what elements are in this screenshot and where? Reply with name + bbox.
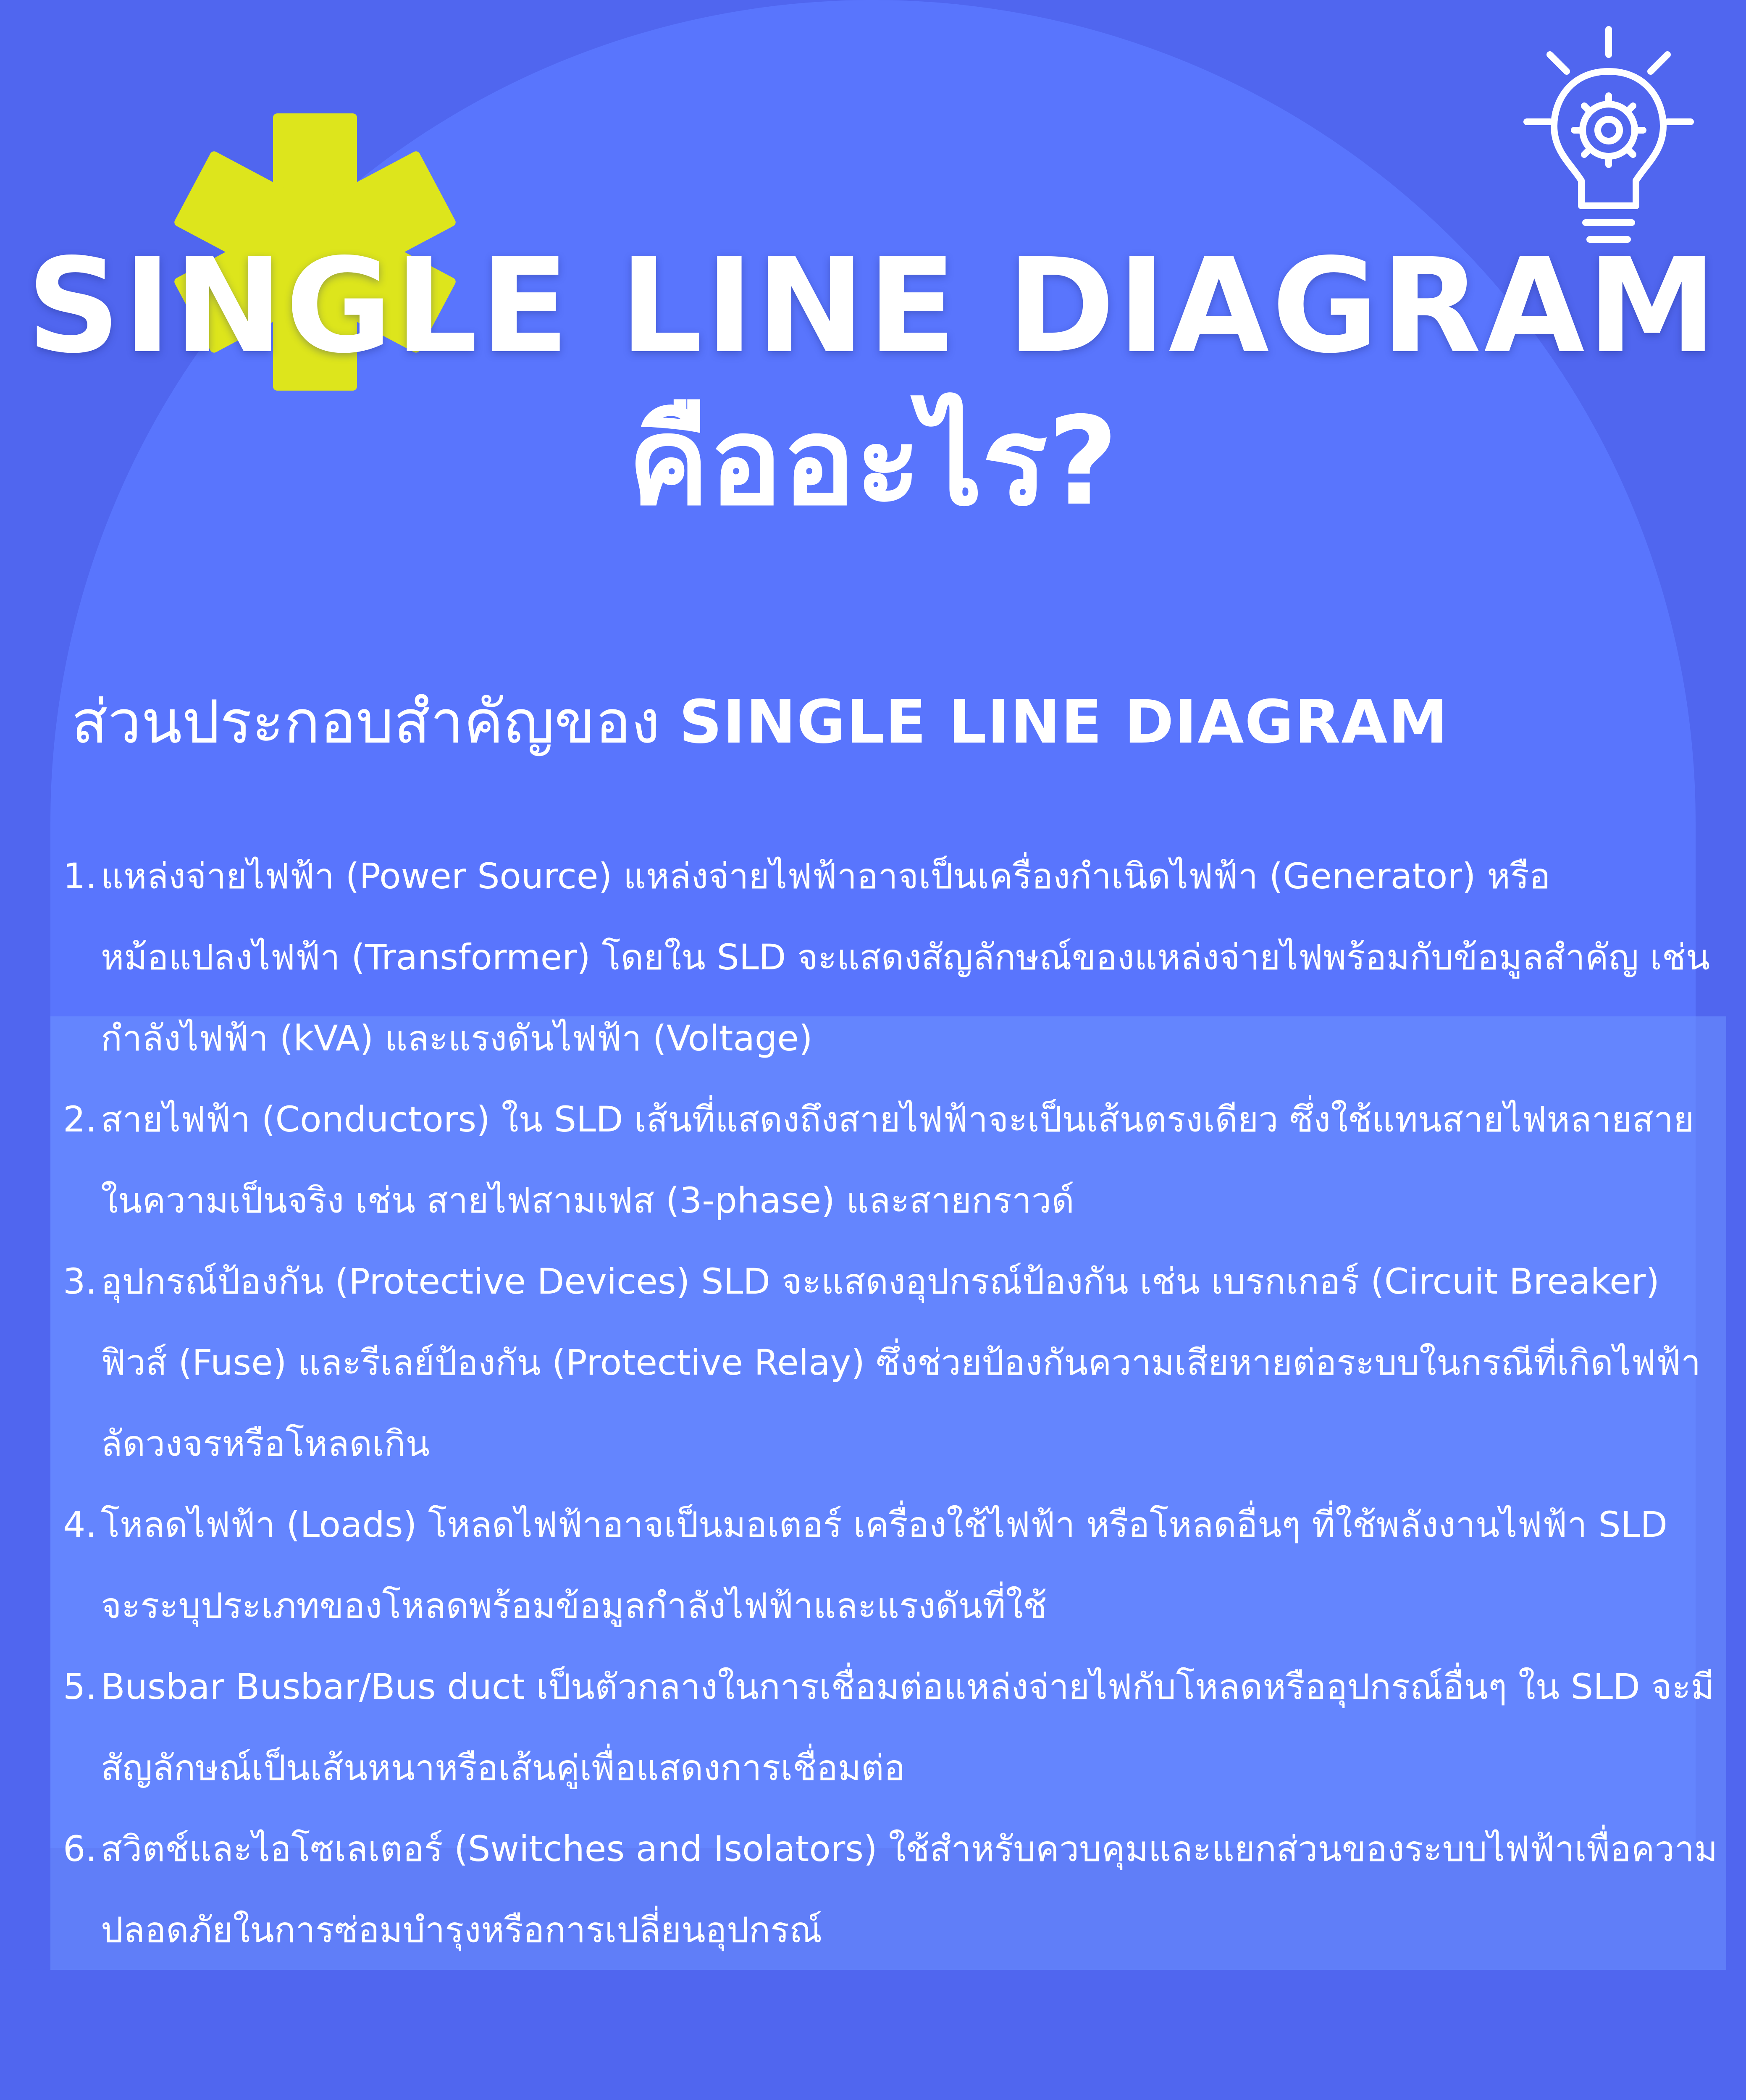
item-number: 3.	[63, 1261, 97, 1302]
item-text: Busbar Busbar/Bus duct เป็นตัวกลางในการเชื่อมต่อแหล่งจ่ายไฟกับโหลดหรืออุปกรณ์อื่นๆ ใน SLD จะมีสัญลักษณ์เป็นเส้นหนาหรือเส้นคู่เพื่อแสดงการเชื่อมต่อ	[101, 1666, 1714, 1788]
section-heading	[71, 682, 1667, 762]
page-title: SINGLE LINE DIAGRAM	[26, 231, 1720, 382]
item-number: 4.	[63, 1504, 97, 1545]
list-item	[63, 1484, 1718, 1646]
list-item	[63, 1079, 1718, 1241]
item-number: 6.	[63, 1828, 97, 1869]
item-number: 2.	[63, 1099, 97, 1140]
components-list	[63, 836, 1718, 1971]
item-text: อุปกรณ์ป้องกัน (Protective Devices) SLD จะแสดงอุปกรณ์ป้องกัน เช่น เบรกเกอร์ (Circuit Breaker) ฟิวส์ (Fuse) และรีเลย์ป้องกัน (Protective Relay) ซึ่งช่วยป้องกันความเสียหายต่อระบบในกรณีที่เกิดไฟฟ้าลัดวงจรหรือโหลดเกิน	[101, 1261, 1701, 1464]
item-text: โหลดไฟฟ้า (Loads) โหลดไฟฟ้าอาจเป็นมอเตอร์ เครื่องใช้ไฟฟ้า หรือโหลดอื่นๆ ที่ใช้พลังงานไฟฟ้า SLD จะระบุประเภทของโหลดพร้อมข้อมูลกำลังไฟฟ้าและแรงดันที่ใช้	[101, 1504, 1668, 1626]
half-ring-shapes	[1058, 2096, 1436, 2100]
item-number: 5.	[63, 1666, 97, 1707]
item-text: สายไฟฟ้า (Conductors) ใน SLD เส้นที่แสดงถึงสายไฟฟ้าจะเป็นเส้นตรงเดียว ซึ่งใช้แทนสายไฟหลายสายในความเป็นจริง เช่น สายไฟสามเฟส (3-phase) และสายกราวด์	[101, 1099, 1694, 1221]
page-title-thai: คืออะไร?	[628, 391, 1118, 533]
item-number: 1.	[63, 856, 97, 897]
section-heading-english: SINGLE LINE DIAGRAM	[679, 688, 1449, 757]
item-text: แหล่งจ่ายไฟฟ้า (Power Source) แหล่งจ่ายไฟฟ้าอาจเป็นเครื่องกำเนิดไฟฟ้า (Generator) หรือหม้อแปลงไฟฟ้า (Transformer) โดยใน SLD จะแสดงสัญลักษณ์ของแหล่งจ่ายไฟพร้อมกับข้อมูลสำคัญ เช่น กำลังไฟฟ้า (kVA) และแรงดันไฟฟ้า (Voltage)	[101, 856, 1710, 1059]
item-text: สวิตช์และไอโซเลเตอร์ (Switches and Isolators) ใช้สำหรับควบคุมและแยกส่วนของระบบไฟฟ้าเพื่อความปลอดภัยในการซ่อมบำรุงหรือการเปลี่ยนอุปกรณ์	[101, 1828, 1718, 1950]
list-item	[63, 1646, 1718, 1809]
list-item	[63, 1241, 1718, 1484]
list-item	[63, 836, 1718, 1079]
section-heading-thai: ส่วนประกอบสำคัญของ	[71, 688, 660, 757]
list-item	[63, 1809, 1718, 1971]
